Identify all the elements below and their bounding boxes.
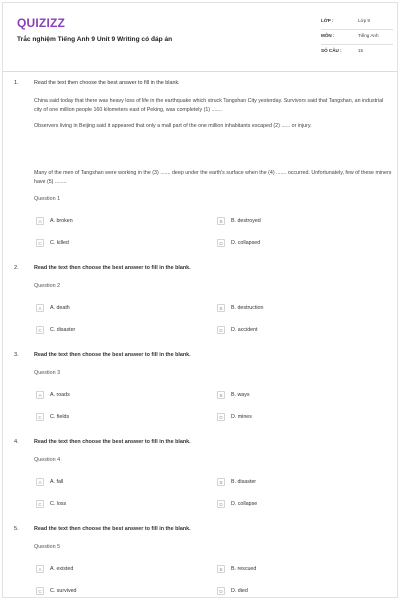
option-text: B. disaster (231, 479, 257, 485)
option-letter-box: A (36, 478, 44, 486)
option-text: C. loss (50, 501, 67, 507)
option-text: C. disaster (50, 327, 76, 333)
option-text: B. destroyed (231, 218, 261, 224)
option-letter-box: C (36, 413, 44, 421)
meta-label: SỐ CÂU : (321, 48, 342, 53)
option-text: D. collapse (231, 501, 258, 507)
option-text: A. roads (50, 392, 70, 398)
option-letter-box: D (217, 500, 225, 508)
question-number: 3. (14, 352, 19, 358)
meta-label: MÔN : (321, 33, 335, 38)
passage-paragraph: China said today that there was heavy loss of life in the earthquake which struck Tangshan City yesterday. Survivors said that Tangshan, an industrial city of one million people 160 kilometers east of Peking, was completely (1) ....... (34, 98, 384, 113)
option-letter-box: D (217, 413, 225, 421)
option-letter-box: A (36, 391, 44, 399)
worksheet-meta (321, 15, 393, 59)
option-text: B. destruction (231, 305, 264, 311)
page-title: Trắc nghiệm Tiếng Anh 9 Unit 9 Writing có đáp án (17, 36, 173, 43)
option-letter-box: C (36, 500, 44, 508)
option-letter-box: A (36, 565, 44, 573)
option-text: C. survived (50, 588, 77, 594)
passage-paragraph: Observers living in Beijing said it appeared that only a mall part of the one million inhabitants escaped (2) ...... or injury. (34, 123, 312, 129)
option-letter-box: B (217, 217, 225, 225)
option-letter-box: C (36, 239, 44, 247)
question-label: Question 2 (34, 283, 61, 289)
meta-value: Lớp 9 (358, 18, 370, 23)
question-instruction: Read the text then choose the best answer to fill in the blank. (34, 439, 191, 445)
option-letter-box: D (217, 326, 225, 334)
option-letter-box: B (217, 565, 225, 573)
question-instruction: Read the text then choose the best answer to fill in the blank. (34, 80, 180, 86)
question-number: 5. (14, 526, 19, 532)
meta-row-count (321, 45, 393, 59)
question-label: Question 3 (34, 370, 61, 376)
option-letter-box: A (36, 304, 44, 312)
meta-value: Tiếng Anh (358, 33, 379, 38)
meta-row-grade (321, 15, 393, 30)
question-label: Question 5 (34, 544, 61, 550)
option-text: D. mines (231, 414, 252, 420)
meta-value: 15 (358, 48, 364, 53)
option-text: A. death (50, 305, 70, 311)
meta-label: LỚP : (321, 18, 334, 23)
question-number: 4. (14, 439, 19, 445)
quizizz-logo[interactable]: QUIZIZZ (17, 16, 66, 30)
option-text: D. accident (231, 327, 258, 333)
question-label: Question 1 (34, 196, 61, 202)
question-instruction: Read the text then choose the best answer to fill in the blank. (34, 352, 191, 358)
option-letter-box: C (36, 587, 44, 595)
option-text: C. killed (50, 240, 69, 246)
question-instruction: Read the text then choose the best answer to fill in the blank. (34, 526, 191, 532)
option-letter-box: D (217, 239, 225, 247)
option-letter-box: B (217, 391, 225, 399)
option-letter-box: B (217, 304, 225, 312)
option-letter-box: C (36, 326, 44, 334)
worksheet-header (3, 3, 397, 72)
meta-row-subject (321, 30, 393, 45)
option-text: D. died (231, 588, 248, 594)
worksheet-page (2, 2, 398, 598)
question-instruction: Read the text then choose the best answer to fill in the blank. (34, 265, 191, 271)
option-text: A. broken (50, 218, 73, 224)
passage-paragraph: Many of the men of Tangshan were working in the (3) ....... deep under the earth's surface when the (4) ....... occurred. Unfortunately, few of these miners have (5) ........ (34, 170, 392, 185)
option-text: B. rescued (231, 566, 257, 572)
option-text: A. fall (50, 479, 64, 485)
option-text: D. collapsed (231, 240, 261, 246)
question-number: 1. (14, 80, 19, 86)
question-label: Question 4 (34, 457, 61, 463)
option-text: B. ways (231, 392, 250, 398)
question-number: 2. (14, 265, 19, 271)
option-letter-box: A (36, 217, 44, 225)
option-letter-box: B (217, 478, 225, 486)
option-text: A. existed (50, 566, 74, 572)
option-letter-box: D (217, 587, 225, 595)
option-text: C. fields (50, 414, 70, 420)
